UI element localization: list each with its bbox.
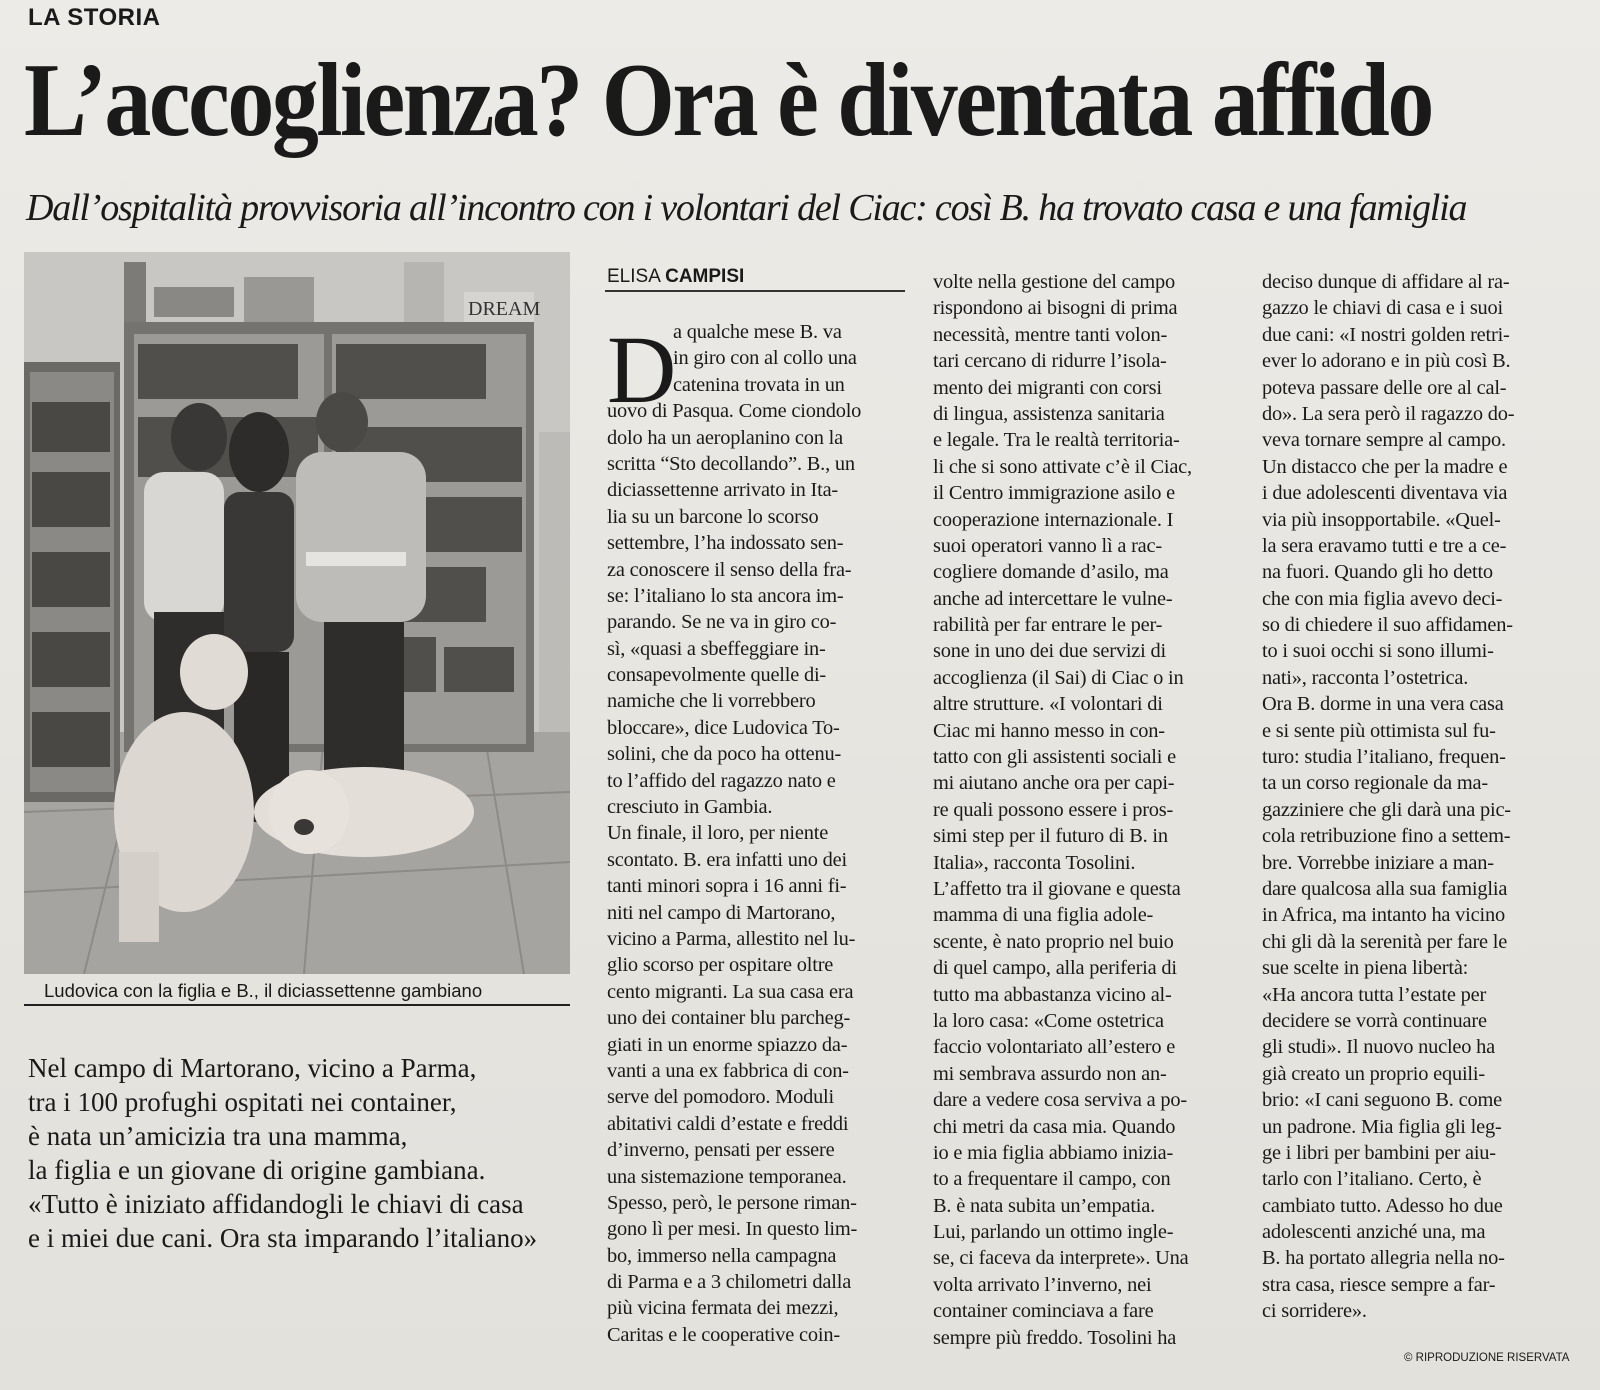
article-line: container cominciava a fare <box>933 1300 1154 1323</box>
byline-first-name: ELISA <box>607 266 660 287</box>
article-line: deciso dunque di affidare al ra- <box>1262 271 1510 293</box>
article-line: «Ha ancora tutta l’estate per <box>1262 983 1487 1006</box>
article-line: Un distacco che per la madre e <box>1262 455 1508 478</box>
article-line: dare qualcosa alla sua famiglia <box>1262 877 1508 900</box>
article-line: di quel campo, alla periferia di <box>933 957 1177 980</box>
article-line: la sera eravamo tutti e tre a ce- <box>1262 534 1507 557</box>
article-line: ever lo adorano e in più così B. <box>1262 350 1511 373</box>
drop-cap: D <box>607 316 677 423</box>
article-line: glio scorso per ospitare oltre <box>607 954 834 977</box>
article-line: gazzo le chiavi di casa e i suoi <box>1262 297 1504 320</box>
article-line: ci sorridere». <box>1262 1300 1367 1323</box>
article-line: re quali possono essere i pros- <box>933 798 1174 821</box>
summary-line: «Tutto è iniziato affidandogli le chiavi di casa <box>28 1189 524 1219</box>
copyright-notice: © RIPRODUZIONE RISERVATA <box>1404 1352 1570 1364</box>
article-line: tatto con gli assistenti sociali e <box>933 746 1176 769</box>
article-line: B. è nata subita un’empatia. <box>933 1194 1156 1217</box>
article-line: scente, è nato proprio nel buio <box>933 930 1174 953</box>
byline-last-name: CAMPISI <box>665 266 745 287</box>
article-column-3 <box>1262 269 1562 1325</box>
article-line: simi step per il futuro di B. in <box>933 825 1168 848</box>
article-line: dolo ha un aeroplanino con la <box>607 426 843 449</box>
article-line: settembre, l’ha indossato sen- <box>607 532 844 555</box>
article-line: to a frequentare il campo, con <box>933 1168 1171 1191</box>
article-line: i due adolescenti diventava via <box>1262 482 1508 505</box>
article-line: za conoscere il senso della fra- <box>607 558 852 581</box>
byline-divider <box>605 290 905 292</box>
article-line: via più insopportabile. «Quel- <box>1262 508 1501 531</box>
article-line: dare a vedere cosa serviva a po- <box>933 1089 1187 1112</box>
article-line: abitativi caldi d’estate e freddi <box>607 1112 849 1135</box>
article-line: gono lì per mesi. In questo lim- <box>607 1218 858 1241</box>
article-line: Lui, parlando un ottimo ingle- <box>933 1221 1174 1244</box>
article-line: la loro casa: «Come ostetrica <box>933 1009 1164 1032</box>
article-line: Caritas e le cooperative coin- <box>607 1323 840 1346</box>
article-line: già creato un proprio equili- <box>1262 1062 1485 1085</box>
caption-divider <box>24 1004 570 1006</box>
article-line: sì, «quasi a sbeffeggiare in- <box>607 637 826 660</box>
article-line: un padrone. Mia figlia gli leg- <box>1262 1115 1502 1138</box>
article-line: namiche che li vorrebbero <box>607 690 816 713</box>
article-line: to l’affido del ragazzo nato e <box>607 769 836 792</box>
article-line: se, ci faceva da interprete». Una <box>933 1247 1189 1270</box>
article-line: bre. Vorrebbe iniziare a man- <box>1262 851 1494 874</box>
article-line: cogliere domande d’asilo, ma <box>933 561 1169 584</box>
article-line: stra casa, riesce sempre a far- <box>1262 1273 1496 1296</box>
article-line: sue scelte in piena libertà: <box>1262 957 1469 980</box>
summary-line: e i miei due cani. Ora sta imparando l’italiano» <box>28 1223 538 1253</box>
article-line: più vicina fermata dei mezzi, <box>607 1297 839 1320</box>
article-line: poteva passare delle ore al cal- <box>1262 376 1507 399</box>
article-line: uno dei container blu parcheg- <box>607 1007 851 1030</box>
article-line: in giro con al collo una <box>673 347 857 370</box>
article-photo <box>24 252 570 974</box>
article-line: catenina trovata in un <box>673 373 845 396</box>
article-line: serve del pomodoro. Moduli <box>607 1086 834 1109</box>
article-line: anche ad intercettare le vulne- <box>933 587 1173 610</box>
article-line: mamma di una figlia adole- <box>933 904 1154 927</box>
article-line: tari cercano di ridurre l’isola- <box>933 350 1167 373</box>
article-line: decidere se vorrà continuare <box>1262 1009 1487 1032</box>
article-line: cooperazione internazionale. I <box>933 508 1174 531</box>
article-line: li che si sono attivate c’è il Ciac, <box>933 455 1192 478</box>
article-line: Ora B. dorme in una vera casa <box>1262 693 1504 716</box>
article-line: Italia», racconta Tosolini. <box>933 851 1136 874</box>
article-line: in Africa, ma intanto ha vicino <box>1262 904 1505 927</box>
article-line: a qualche mese B. va <box>673 321 842 343</box>
article-line: Un finale, il loro, per niente <box>607 822 829 845</box>
article-line: altre strutture. «I volontari di <box>933 693 1163 716</box>
article-line: cola retribuzione fino a settem- <box>1262 825 1511 848</box>
article-line: gazziniere che gli darà una pic- <box>1262 798 1511 821</box>
article-line: che con mia figlia avevo deci- <box>1262 587 1503 610</box>
article-line: giati in un enorme spiazzo da- <box>607 1033 848 1056</box>
article-line: io e mia figlia abbiamo inizia- <box>933 1141 1174 1164</box>
article-line: vicino a Parma, allestito nel lu- <box>607 927 856 950</box>
article-line: cresciuto in Gambia. <box>607 796 773 819</box>
article-line: ge i libri per bambini per aiu- <box>1262 1141 1496 1164</box>
article-line: mento dei migranti con corsi <box>933 376 1162 399</box>
article-line: lia su un barcone lo scorso <box>607 505 819 528</box>
article-line: accoglienza (il Sai) di Ciac o in <box>933 666 1184 689</box>
dream-sign: DREAM <box>468 298 541 320</box>
article-line: niti nel campo di Martorano, <box>607 901 836 924</box>
article-line: sempre più freddo. Tosolini ha <box>933 1326 1177 1349</box>
article-line: mi sembrava assurdo non an- <box>933 1062 1167 1085</box>
article-line: due cani: «I nostri golden retri- <box>1262 323 1510 346</box>
article-line: Spesso, però, le persone riman- <box>607 1191 857 1214</box>
article-line: cento migranti. La sua casa era <box>607 980 854 1003</box>
headline: L’accoglienza? Ora è diventata affido <box>24 42 1432 159</box>
article-line: tarlo con l’italiano. Certo, è <box>1262 1168 1482 1191</box>
article-line: parando. Se ne va in giro co- <box>607 611 837 634</box>
article-line: tutto ma abbastanza vicino al- <box>933 983 1172 1006</box>
article-line: diciassettenne arrivato in Ita- <box>607 479 839 502</box>
summary-line: tra i 100 profughi ospitati nei container, <box>28 1087 457 1117</box>
photo-caption: Ludovica con la figlia e B., il diciassettenne gambiano <box>44 980 483 1001</box>
article-line: Ciac mi hanno messo in con- <box>933 719 1165 742</box>
article-line: rabilità per far entrare le per- <box>933 614 1163 637</box>
article-line: B. ha portato allegria nella no- <box>1262 1247 1505 1270</box>
article-column-1 <box>607 316 907 1348</box>
summary-box <box>28 1051 588 1255</box>
article-line: do». La sera però il ragazzo do- <box>1262 402 1515 425</box>
article-line: gli studi». Il nuovo nucleo ha <box>1262 1036 1495 1059</box>
article-line: L’affetto tra il giovane e questa <box>933 877 1181 900</box>
summary-line: è nata un’amicizia tra una mamma, <box>28 1121 408 1151</box>
subheadline: Dall’ospitalità provvisoria all’incontro con i volontari del Ciac: così B. ha trovato casa e una famiglia <box>26 187 1467 229</box>
article-line: se: l’italiano lo sta ancora im- <box>607 584 844 607</box>
article-line: faccio volontariato all’estero e <box>933 1036 1176 1059</box>
article-line: adolescenti anziché una, ma <box>1262 1221 1486 1244</box>
article-line: una sistemazione temporanea. <box>607 1165 847 1188</box>
article-line: uovo di Pasqua. Come ciondolo <box>607 400 862 423</box>
article-line: suoi operatori vanno lì a rac- <box>933 534 1162 557</box>
article-line: volte nella gestione del campo <box>933 271 1176 293</box>
article-line: turo: studia l’italiano, frequen- <box>1262 746 1506 769</box>
article-line: il Centro immigrazione asilo e <box>933 482 1176 505</box>
article-line: chi metri da casa mia. Quando <box>933 1115 1176 1138</box>
article-line: nati», racconta l’ostetrica. <box>1262 666 1469 689</box>
article-column-2 <box>933 269 1235 1351</box>
summary-line: la figlia e un giovane di origine gambiana. <box>28 1155 486 1185</box>
article-line: cambiato tutto. Adesso ho due <box>1262 1194 1503 1217</box>
article-line: d’inverno, pensati per essere <box>607 1139 835 1162</box>
article-line: veva tornare sempre al campo. <box>1262 429 1506 452</box>
article-line: scritta “Sto decollando”. B., un <box>607 452 855 475</box>
article-line: e legale. Tra le realtà territoria- <box>933 429 1180 452</box>
article-line: necessità, mentre tanti volon- <box>933 323 1168 346</box>
article-line: mi aiutano anche ora per capi- <box>933 772 1175 795</box>
article-line: so di chiedere il suo affidamen- <box>1262 614 1513 637</box>
article-line: e si sente più ottimista sul fu- <box>1262 719 1496 742</box>
article-line: solini, che da poco ha ottenu- <box>607 743 842 766</box>
article-line: tanti minori sopra i 16 anni fi- <box>607 875 847 898</box>
article-line: bo, immerso nella campagna <box>607 1244 837 1267</box>
article-line: chi gli dà la serenità per fare le <box>1262 930 1508 953</box>
article-line: di lingua, assistenza sanitaria <box>933 402 1165 425</box>
article-line: sone in uno dei due servizi di <box>933 640 1166 663</box>
article-line: na fuori. Quando gli ho detto <box>1262 561 1493 584</box>
photo-illustration <box>24 252 570 974</box>
article-line: consapevolmente quelle di- <box>607 664 827 687</box>
article-line: ta un corso regionale da ma- <box>1262 772 1488 795</box>
summary-line: Nel campo di Martorano, vicino a Parma, <box>28 1053 477 1083</box>
article-line: di Parma e a 3 chilometri dalla <box>607 1271 852 1294</box>
article-line: to i suoi occhi si sono illumi- <box>1262 640 1494 663</box>
article-line: volta arrivato l’inverno, nei <box>933 1273 1152 1296</box>
article-line: bloccare», dice Ludovica To- <box>607 716 840 739</box>
section-label: LA STORIA <box>28 4 161 31</box>
byline <box>607 266 744 288</box>
article-line: rispondono ai bisogni di prima <box>933 297 1178 320</box>
article-line: vanti a una ex fabbrica di con- <box>607 1059 849 1082</box>
article-line: brio: «I cani seguono B. come <box>1262 1089 1502 1112</box>
article-line: scontato. B. era infatti uno dei <box>607 848 847 871</box>
